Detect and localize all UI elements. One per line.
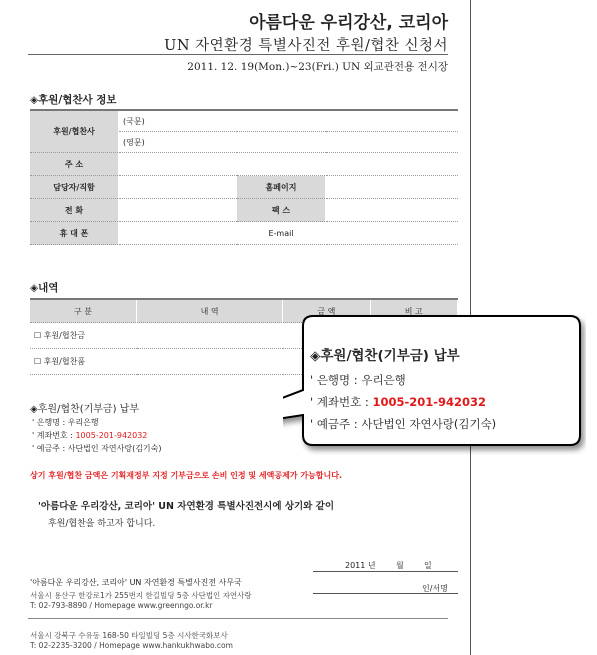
footer-divider xyxy=(28,618,448,619)
address-label: 주 소 xyxy=(30,153,119,176)
callout-bank: ' 은행명 : 우리은행 xyxy=(310,373,406,387)
form-subtitle: UN 자연환경 특별사진전 후원/협찬 신청서 xyxy=(164,38,448,54)
tax-notice: 상기 후원/협찬 금액은 기획재정부 지정 기부금으로 손비 인정 및 세액공제가 가능합니다. xyxy=(30,471,343,480)
sponsor-goods-checkbox[interactable]: ☐ 후원/협찬품 xyxy=(30,349,137,375)
payment-account: ' 계좌번호 : 1005-201-942032 xyxy=(32,431,148,440)
phone-label: 전 화 xyxy=(30,199,119,222)
signature-label: 인/서명 xyxy=(422,584,448,593)
statement-line-2: 후원/협찬을 하고자 합니다. xyxy=(48,519,156,529)
fax-field[interactable] xyxy=(326,199,459,222)
fax-label: 팩 스 xyxy=(237,199,326,222)
office-address: 서울시 용산구 한강로1가 255번지 한길빌딩 5층 사단법인 자연사랑 xyxy=(30,591,252,600)
col-amount: 금 액 xyxy=(283,299,370,323)
account-number: 1005-201-942032 xyxy=(75,431,148,440)
sponsor-name-label: 후원/협찬사 xyxy=(30,110,119,153)
callout-account: ' 계좌번호 : 1005-201-942032 xyxy=(310,395,487,409)
address-field[interactable] xyxy=(119,153,459,176)
date-underline xyxy=(313,571,458,572)
callout-account-number: 1005-201-942032 xyxy=(372,395,487,409)
title-divider xyxy=(28,54,448,55)
email-label: E-mail xyxy=(237,222,326,245)
payment-holder: ' 예금주 : 사단법인 자연사랑(김기숙) xyxy=(32,444,162,453)
phone-field[interactable] xyxy=(119,199,238,222)
mobile-field[interactable] xyxy=(119,222,238,245)
footer-contact: T: 02-2235-3200 / Homepage www.hankukhwabo.com xyxy=(30,641,233,650)
signature-underline[interactable] xyxy=(313,593,458,594)
form-title: 아름다운 우리강산, 코리아 xyxy=(249,13,448,33)
callout-content xyxy=(310,344,496,432)
col-notes: 비 고 xyxy=(370,299,457,323)
footer-address: 서울시 강북구 수유동 168-50 타일빌딩 5층 시사한국화보사 xyxy=(30,631,228,640)
sponsor-money-checkbox[interactable]: ☐ 후원/협찬금 xyxy=(30,323,137,349)
sponsor-section-title: ◈후원/협찬사 정보 xyxy=(30,94,117,106)
signature-date: 2011 년 월 일 xyxy=(345,561,432,570)
homepage-field[interactable] xyxy=(326,176,459,199)
payment-title: ◈후원/협찬(기부금) 납부 xyxy=(30,404,139,415)
goods-detail-field[interactable] xyxy=(137,349,283,375)
money-detail-field[interactable] xyxy=(137,323,283,349)
callout-title: ◈후원/협찬(기부금) 납부 xyxy=(310,348,460,364)
office-contact: T: 02-793-8890 / Homepage www.greenngo.or.kr xyxy=(30,601,213,610)
email-field[interactable] xyxy=(326,222,459,245)
statement-line-1: '아름다운 우리강산, 코리아' UN 자연환경 특별사진전시에 상기와 같이 xyxy=(38,501,335,512)
callout-holder: ' 예금주 : 사단법인 자연사랑(김기숙) xyxy=(310,417,497,431)
mobile-label: 휴 대 폰 xyxy=(30,222,119,245)
contact-label: 담당자/직함 xyxy=(30,176,119,199)
contact-field[interactable] xyxy=(119,176,238,199)
homepage-label: 홈페이지 xyxy=(237,176,326,199)
sponsor-name-ko-field[interactable]: (국문) xyxy=(119,110,459,132)
office-name: '아름다운 우리강산, 코리아' UN 자연환경 특별사진전 사무국 xyxy=(30,578,242,587)
col-details: 내 역 xyxy=(137,299,283,323)
payment-bank: ' 은행명 : 우리은행 xyxy=(32,418,99,427)
exhibition-dates: 2011. 12. 19(Mon.)~23(Fri.) UN 외교관전용 전시장 xyxy=(187,61,448,73)
col-category: 구 분 xyxy=(30,299,137,323)
sponsor-info-table xyxy=(30,109,458,245)
detail-section-title: ◈내역 xyxy=(30,282,59,294)
sponsor-name-en-field[interactable]: (영문) xyxy=(119,132,459,153)
